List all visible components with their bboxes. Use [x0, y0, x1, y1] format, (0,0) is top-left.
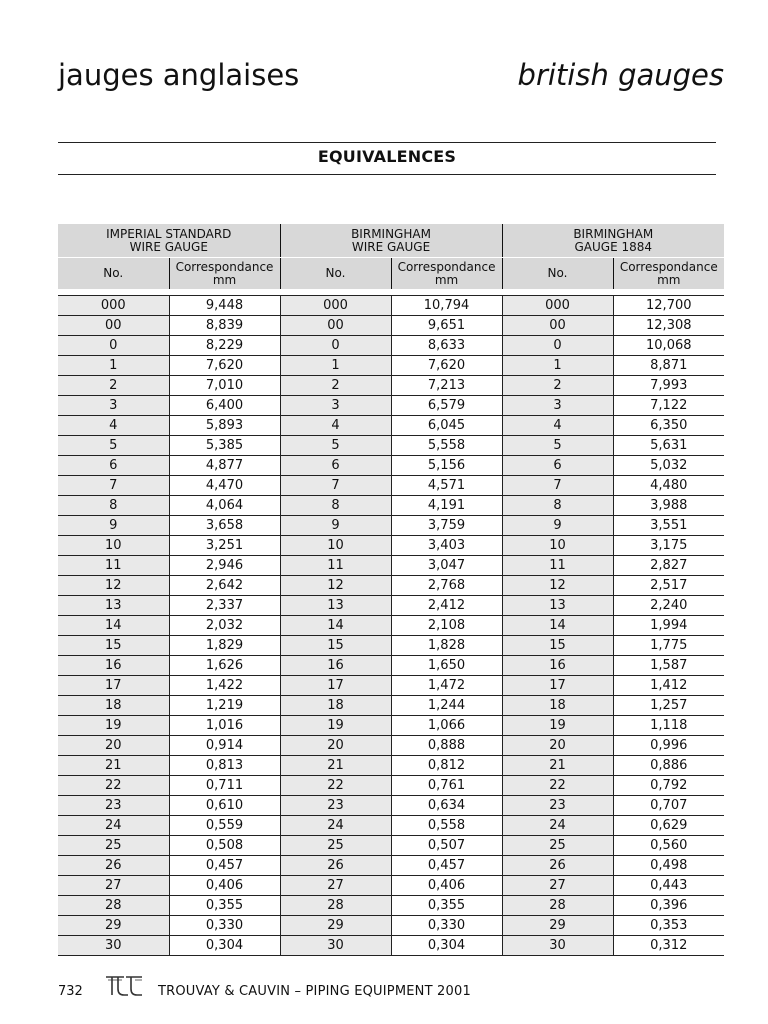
cell-birmingham-wire-no: 4 — [280, 416, 391, 436]
table-row — [58, 616, 724, 636]
cell-birmingham-1884-mm: 0,792 — [613, 776, 724, 796]
cell-birmingham-wire-mm: 0,888 — [391, 736, 502, 756]
table-row — [58, 456, 724, 476]
table-row — [58, 776, 724, 796]
table-row — [58, 556, 724, 576]
cell-birmingham-wire-no: 7 — [280, 476, 391, 496]
cell-birmingham-wire-mm: 2,768 — [391, 576, 502, 596]
cell-birmingham-1884-mm: 1,412 — [613, 676, 724, 696]
cell-imperial-mm: 1,829 — [169, 636, 280, 656]
cell-imperial-no: 11 — [58, 556, 169, 576]
cell-birmingham-wire-mm: 0,812 — [391, 756, 502, 776]
table-row — [58, 436, 724, 456]
cell-birmingham-wire-mm: 1,472 — [391, 676, 502, 696]
cell-birmingham-wire-mm: 5,156 — [391, 456, 502, 476]
table-row — [58, 636, 724, 656]
cell-birmingham-wire-mm: 4,571 — [391, 476, 502, 496]
cell-birmingham-1884-no: 29 — [502, 916, 613, 936]
column-header-mm — [391, 258, 502, 290]
cell-birmingham-wire-mm: 10,794 — [391, 296, 502, 316]
cell-birmingham-1884-no: 21 — [502, 756, 613, 776]
cell-birmingham-1884-no: 15 — [502, 636, 613, 656]
cell-birmingham-1884-no: 28 — [502, 896, 613, 916]
cell-birmingham-1884-no: 2 — [502, 376, 613, 396]
cell-birmingham-1884-mm: 1,587 — [613, 656, 724, 676]
group-header-line1: BIRMINGHAM — [351, 226, 431, 241]
cell-birmingham-wire-no: 17 — [280, 676, 391, 696]
cell-imperial-no: 16 — [58, 656, 169, 676]
cell-imperial-no: 27 — [58, 876, 169, 896]
cell-birmingham-1884-mm: 0,560 — [613, 836, 724, 856]
cell-birmingham-wire-mm: 0,558 — [391, 816, 502, 836]
cell-imperial-mm: 2,642 — [169, 576, 280, 596]
cell-birmingham-wire-no: 8 — [280, 496, 391, 516]
cell-imperial-mm: 0,914 — [169, 736, 280, 756]
column-header-mm-line1: Correspondance — [175, 259, 274, 274]
table-row — [58, 596, 724, 616]
cell-birmingham-1884-no: 3 — [502, 396, 613, 416]
cell-birmingham-1884-mm: 1,257 — [613, 696, 724, 716]
cell-birmingham-1884-no: 23 — [502, 796, 613, 816]
cell-birmingham-wire-no: 9 — [280, 516, 391, 536]
cell-birmingham-wire-no: 16 — [280, 656, 391, 676]
cell-birmingham-wire-no: 22 — [280, 776, 391, 796]
cell-birmingham-1884-mm: 0,312 — [613, 936, 724, 956]
table-row — [58, 696, 724, 716]
cell-birmingham-1884-mm: 3,551 — [613, 516, 724, 536]
cell-birmingham-wire-mm: 1,066 — [391, 716, 502, 736]
cell-birmingham-wire-mm: 0,406 — [391, 876, 502, 896]
cell-birmingham-1884-no: 00 — [502, 316, 613, 336]
cell-imperial-mm: 1,626 — [169, 656, 280, 676]
table-row — [58, 676, 724, 696]
table-row — [58, 536, 724, 556]
cell-birmingham-1884-mm: 5,032 — [613, 456, 724, 476]
cell-birmingham-1884-mm: 10,068 — [613, 336, 724, 356]
cell-birmingham-1884-no: 7 — [502, 476, 613, 496]
cell-imperial-mm: 6,400 — [169, 396, 280, 416]
cell-imperial-mm: 2,946 — [169, 556, 280, 576]
cell-imperial-no: 000 — [58, 296, 169, 316]
cell-birmingham-wire-mm: 0,634 — [391, 796, 502, 816]
cell-birmingham-1884-mm: 12,700 — [613, 296, 724, 316]
cell-birmingham-1884-no: 8 — [502, 496, 613, 516]
cell-birmingham-wire-mm: 0,330 — [391, 916, 502, 936]
cell-imperial-mm: 4,877 — [169, 456, 280, 476]
cell-birmingham-wire-mm: 0,761 — [391, 776, 502, 796]
cell-imperial-no: 6 — [58, 456, 169, 476]
cell-birmingham-1884-no: 24 — [502, 816, 613, 836]
cell-birmingham-1884-no: 9 — [502, 516, 613, 536]
cell-imperial-mm: 8,839 — [169, 316, 280, 336]
group-header-birmingham-1884 — [502, 224, 724, 258]
cell-imperial-mm: 0,610 — [169, 796, 280, 816]
page-title-english: british gauges — [517, 58, 724, 92]
table-row — [58, 736, 724, 756]
group-header-line2: WIRE GAUGE — [351, 239, 431, 254]
column-header-mm-line1: Correspondance — [397, 259, 496, 274]
cell-birmingham-wire-no: 3 — [280, 396, 391, 416]
table-row — [58, 416, 724, 436]
cell-birmingham-wire-mm: 1,828 — [391, 636, 502, 656]
table-row — [58, 836, 724, 856]
cell-birmingham-1884-no: 1 — [502, 356, 613, 376]
cell-birmingham-wire-no: 30 — [280, 936, 391, 956]
table-body — [58, 289, 724, 956]
cell-birmingham-wire-no: 13 — [280, 596, 391, 616]
cell-imperial-mm: 0,304 — [169, 936, 280, 956]
cell-imperial-mm: 4,470 — [169, 476, 280, 496]
cell-birmingham-wire-mm: 0,304 — [391, 936, 502, 956]
cell-birmingham-1884-no: 30 — [502, 936, 613, 956]
cell-birmingham-wire-mm: 2,412 — [391, 596, 502, 616]
cell-birmingham-1884-mm: 0,996 — [613, 736, 724, 756]
tc-logo-icon — [104, 974, 144, 998]
cell-imperial-mm: 2,032 — [169, 616, 280, 636]
cell-imperial-mm: 1,422 — [169, 676, 280, 696]
cell-imperial-no: 12 — [58, 576, 169, 596]
cell-imperial-no: 21 — [58, 756, 169, 776]
cell-imperial-mm: 1,219 — [169, 696, 280, 716]
section-title: EQUIVALENCES — [317, 147, 457, 166]
cell-birmingham-wire-mm: 3,403 — [391, 536, 502, 556]
cell-imperial-no: 25 — [58, 836, 169, 856]
cell-birmingham-1884-no: 5 — [502, 436, 613, 456]
cell-birmingham-wire-no: 000 — [280, 296, 391, 316]
cell-birmingham-wire-mm: 2,108 — [391, 616, 502, 636]
cell-birmingham-1884-no: 12 — [502, 576, 613, 596]
table-row — [58, 656, 724, 676]
table-row — [58, 356, 724, 376]
cell-birmingham-wire-mm: 8,633 — [391, 336, 502, 356]
cell-birmingham-wire-no: 14 — [280, 616, 391, 636]
cell-birmingham-1884-mm: 7,122 — [613, 396, 724, 416]
cell-birmingham-1884-mm: 2,517 — [613, 576, 724, 596]
cell-birmingham-1884-mm: 1,775 — [613, 636, 724, 656]
cell-birmingham-1884-no: 000 — [502, 296, 613, 316]
cell-birmingham-1884-mm: 8,871 — [613, 356, 724, 376]
table-row — [58, 516, 724, 536]
cell-birmingham-wire-no: 24 — [280, 816, 391, 836]
cell-birmingham-wire-mm: 0,457 — [391, 856, 502, 876]
cell-birmingham-1884-mm: 2,240 — [613, 596, 724, 616]
cell-imperial-no: 24 — [58, 816, 169, 836]
cell-birmingham-1884-no: 0 — [502, 336, 613, 356]
cell-birmingham-wire-no: 00 — [280, 316, 391, 336]
cell-imperial-mm: 0,559 — [169, 816, 280, 836]
page-title-french: jauges anglaises — [58, 58, 300, 92]
cell-imperial-mm: 0,355 — [169, 896, 280, 916]
cell-imperial-no: 2 — [58, 376, 169, 396]
cell-imperial-mm: 1,016 — [169, 716, 280, 736]
column-header-no: No. — [58, 258, 169, 290]
cell-birmingham-wire-mm: 1,650 — [391, 656, 502, 676]
cell-birmingham-wire-mm: 7,620 — [391, 356, 502, 376]
cell-birmingham-1884-mm: 0,707 — [613, 796, 724, 816]
cell-imperial-no: 19 — [58, 716, 169, 736]
cell-birmingham-wire-no: 12 — [280, 576, 391, 596]
table-row — [58, 756, 724, 776]
cell-birmingham-1884-mm: 0,498 — [613, 856, 724, 876]
cell-imperial-mm: 0,330 — [169, 916, 280, 936]
bottom-divider — [58, 174, 716, 175]
cell-imperial-no: 18 — [58, 696, 169, 716]
cell-imperial-no: 17 — [58, 676, 169, 696]
cell-birmingham-wire-no: 21 — [280, 756, 391, 776]
group-header-line1: IMPERIAL STANDARD — [106, 226, 232, 241]
cell-birmingham-1884-mm: 3,175 — [613, 536, 724, 556]
cell-birmingham-1884-no: 26 — [502, 856, 613, 876]
column-header-mm-line2: mm — [212, 272, 237, 287]
cell-birmingham-1884-mm: 0,396 — [613, 896, 724, 916]
cell-imperial-mm: 7,010 — [169, 376, 280, 396]
cell-imperial-no: 1 — [58, 356, 169, 376]
cell-imperial-no: 8 — [58, 496, 169, 516]
table-row — [58, 716, 724, 736]
cell-birmingham-wire-no: 0 — [280, 336, 391, 356]
table-row — [58, 816, 724, 836]
table-row — [58, 876, 724, 896]
cell-birmingham-1884-mm: 1,118 — [613, 716, 724, 736]
column-header-no: No. — [502, 258, 613, 290]
page-number: 732 — [58, 984, 83, 999]
cell-birmingham-wire-mm: 6,045 — [391, 416, 502, 436]
cell-imperial-no: 22 — [58, 776, 169, 796]
cell-birmingham-1884-no: 6 — [502, 456, 613, 476]
column-header-no: No. — [280, 258, 391, 290]
cell-birmingham-wire-mm: 0,507 — [391, 836, 502, 856]
cell-birmingham-wire-no: 11 — [280, 556, 391, 576]
column-header-mm — [169, 258, 280, 290]
cell-birmingham-wire-no: 2 — [280, 376, 391, 396]
cell-birmingham-wire-no: 20 — [280, 736, 391, 756]
cell-birmingham-1884-no: 19 — [502, 716, 613, 736]
cell-birmingham-wire-mm: 5,558 — [391, 436, 502, 456]
cell-imperial-mm: 5,385 — [169, 436, 280, 456]
cell-birmingham-wire-no: 10 — [280, 536, 391, 556]
cell-birmingham-1884-no: 11 — [502, 556, 613, 576]
cell-birmingham-wire-mm: 9,651 — [391, 316, 502, 336]
cell-birmingham-1884-no: 22 — [502, 776, 613, 796]
column-header-mm-line1: Correspondance — [619, 259, 718, 274]
cell-imperial-no: 28 — [58, 896, 169, 916]
cell-imperial-no: 23 — [58, 796, 169, 816]
cell-birmingham-wire-no: 29 — [280, 916, 391, 936]
cell-birmingham-wire-no: 1 — [280, 356, 391, 376]
cell-birmingham-wire-mm: 3,047 — [391, 556, 502, 576]
cell-birmingham-wire-mm: 0,355 — [391, 896, 502, 916]
cell-birmingham-wire-no: 25 — [280, 836, 391, 856]
gauge-equivalence-table — [58, 224, 724, 956]
table-row — [58, 936, 724, 956]
cell-imperial-no: 4 — [58, 416, 169, 436]
table-row — [58, 296, 724, 316]
cell-imperial-mm: 3,251 — [169, 536, 280, 556]
cell-birmingham-1884-no: 25 — [502, 836, 613, 856]
table-row — [58, 576, 724, 596]
cell-birmingham-wire-no: 19 — [280, 716, 391, 736]
cell-imperial-no: 3 — [58, 396, 169, 416]
cell-imperial-mm: 0,813 — [169, 756, 280, 776]
table-row — [58, 336, 724, 356]
table-row — [58, 476, 724, 496]
cell-imperial-no: 7 — [58, 476, 169, 496]
cell-imperial-no: 26 — [58, 856, 169, 876]
cell-imperial-mm: 0,508 — [169, 836, 280, 856]
cell-imperial-no: 9 — [58, 516, 169, 536]
cell-birmingham-1884-no: 16 — [502, 656, 613, 676]
cell-birmingham-1884-mm: 7,993 — [613, 376, 724, 396]
table-row — [58, 916, 724, 936]
cell-birmingham-1884-mm: 3,988 — [613, 496, 724, 516]
cell-birmingham-1884-mm: 12,308 — [613, 316, 724, 336]
cell-birmingham-1884-mm: 0,629 — [613, 816, 724, 836]
cell-birmingham-1884-no: 10 — [502, 536, 613, 556]
cell-imperial-mm: 3,658 — [169, 516, 280, 536]
group-header-line1: BIRMINGHAM — [573, 226, 654, 241]
cell-imperial-no: 0 — [58, 336, 169, 356]
cell-imperial-mm: 8,229 — [169, 336, 280, 356]
cell-imperial-no: 10 — [58, 536, 169, 556]
top-divider — [58, 142, 716, 143]
cell-imperial-no: 13 — [58, 596, 169, 616]
cell-birmingham-1884-no: 14 — [502, 616, 613, 636]
cell-birmingham-wire-mm: 3,759 — [391, 516, 502, 536]
cell-imperial-mm: 0,457 — [169, 856, 280, 876]
cell-birmingham-wire-no: 27 — [280, 876, 391, 896]
column-header-mm — [613, 258, 724, 290]
cell-birmingham-1884-mm: 0,886 — [613, 756, 724, 776]
publisher-footer: TROUVAY & CAUVIN – PIPING EQUIPMENT 2001 — [158, 984, 471, 999]
cell-birmingham-wire-no: 5 — [280, 436, 391, 456]
cell-birmingham-wire-no: 23 — [280, 796, 391, 816]
cell-imperial-no: 15 — [58, 636, 169, 656]
cell-birmingham-wire-mm: 6,579 — [391, 396, 502, 416]
cell-imperial-mm: 0,406 — [169, 876, 280, 896]
cell-imperial-no: 30 — [58, 936, 169, 956]
column-header-mm-line2: mm — [434, 272, 459, 287]
cell-birmingham-1884-mm: 0,353 — [613, 916, 724, 936]
cell-imperial-no: 14 — [58, 616, 169, 636]
cell-imperial-mm: 5,893 — [169, 416, 280, 436]
cell-birmingham-1884-mm: 5,631 — [613, 436, 724, 456]
cell-birmingham-wire-mm: 7,213 — [391, 376, 502, 396]
cell-birmingham-1884-no: 13 — [502, 596, 613, 616]
cell-birmingham-wire-mm: 1,244 — [391, 696, 502, 716]
group-header-birmingham-wire — [280, 224, 502, 258]
cell-birmingham-1884-mm: 4,480 — [613, 476, 724, 496]
cell-birmingham-1884-mm: 2,827 — [613, 556, 724, 576]
group-header-imperial — [58, 224, 280, 258]
table-row — [58, 496, 724, 516]
table-row — [58, 856, 724, 876]
cell-birmingham-wire-mm: 4,191 — [391, 496, 502, 516]
cell-imperial-no: 5 — [58, 436, 169, 456]
cell-imperial-mm: 9,448 — [169, 296, 280, 316]
cell-imperial-no: 00 — [58, 316, 169, 336]
cell-birmingham-1884-mm: 6,350 — [613, 416, 724, 436]
table-row — [58, 376, 724, 396]
cell-birmingham-wire-no: 26 — [280, 856, 391, 876]
cell-imperial-mm: 7,620 — [169, 356, 280, 376]
group-header-line2: GAUGE 1884 — [574, 239, 653, 254]
group-header-line2: WIRE GAUGE — [129, 239, 208, 254]
cell-birmingham-wire-no: 6 — [280, 456, 391, 476]
table-row — [58, 896, 724, 916]
cell-birmingham-wire-no: 15 — [280, 636, 391, 656]
cell-imperial-mm: 2,337 — [169, 596, 280, 616]
table-row — [58, 316, 724, 336]
cell-birmingham-wire-no: 28 — [280, 896, 391, 916]
cell-birmingham-1884-mm: 0,443 — [613, 876, 724, 896]
cell-imperial-mm: 0,711 — [169, 776, 280, 796]
cell-birmingham-1884-no: 20 — [502, 736, 613, 756]
table-row — [58, 396, 724, 416]
cell-imperial-no: 20 — [58, 736, 169, 756]
cell-birmingham-1884-mm: 1,994 — [613, 616, 724, 636]
cell-birmingham-1884-no: 17 — [502, 676, 613, 696]
cell-birmingham-1884-no: 4 — [502, 416, 613, 436]
table-row — [58, 796, 724, 816]
cell-birmingham-1884-no: 27 — [502, 876, 613, 896]
cell-imperial-mm: 4,064 — [169, 496, 280, 516]
cell-birmingham-wire-no: 18 — [280, 696, 391, 716]
cell-birmingham-1884-no: 18 — [502, 696, 613, 716]
cell-imperial-no: 29 — [58, 916, 169, 936]
column-header-mm-line2: mm — [657, 272, 681, 287]
